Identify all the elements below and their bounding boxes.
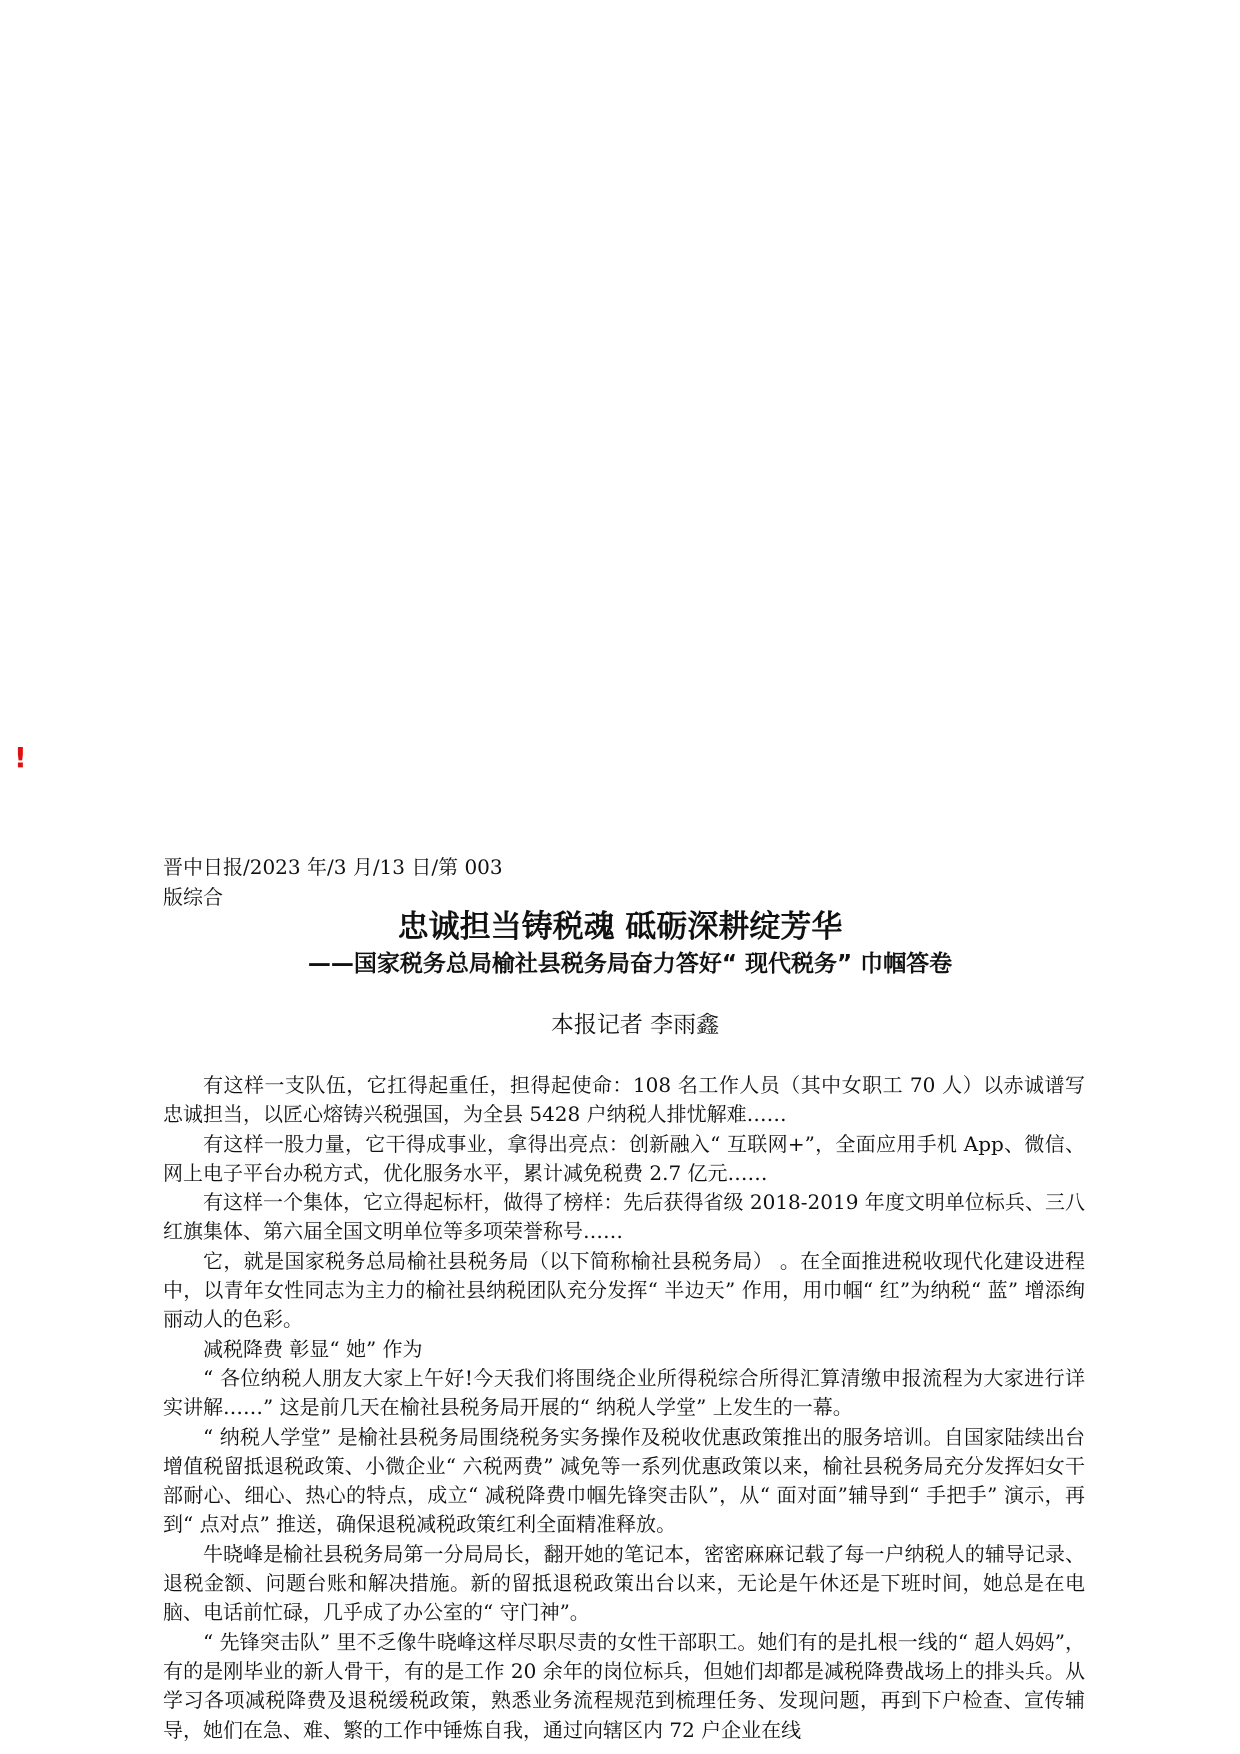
paragraph-1: 有这样一支队伍，它扛得起重任，担得起使命：108 名工作人员（其中女职工 70 人）以赤诚谱写忠诚担当，以匠心熔铸兴税强国，为全县 5428 户纳税人排忧解难……: [163, 1073, 1085, 1127]
publication-source-line: 晋中日报/2023 年/3 月/13 日/第 003 版综合: [163, 855, 503, 909]
headline-block: [0, 907, 1240, 980]
paragraph-7: 牛晓峰是榆社县税务局第一分局局长，翻开她的笔记本，密密麻麻记载了每一户纳税人的辅导记录、退税金额、问题台账和解决措施。新的留抵退税政策出台以来，无论是午休还是下班时间，她总是在电脑、电话前忙碌，几乎成了办公室的“ 守门神”。: [163, 1541, 1085, 1625]
paragraph-4: 它，就是国家税务总局榆社县税务局（以下简称榆社县税务局） 。在全面推进税收现代化建设进程中，以青年女性同志为主力的榆社县纳税团队充分发挥“ 半边天” 作用，用巾帼“ 红”为纳税“ 蓝” 增添绚丽动人的色彩。: [163, 1248, 1085, 1332]
paragraph-8: “ 先锋突击队” 里不乏像牛晓峰这样尽职尽责的女性干部职工。她们有的是扎根一线的“ 超人妈妈”，有的是刚毕业的新人骨干，有的是工作 20 余年的岗位标兵，但她们却都是减税降费战场上的排头兵。从学习各项减税降费及退税缓税政策，熟悉业务流程规范到梳理任务、发现问题，再到下户检查、宣传辅导，她们在急、难、繁的工作中锤炼自我，通过向辖区内 72 户企业在线: [163, 1629, 1085, 1742]
paragraph-6: “ 纳税人学堂” 是榆社县税务局围绕税务实务操作及税收优惠政策推出的服务培训。自国家陆续出台增值税留抵退税政策、小微企业“ 六税两费” 减免等一系列优惠政策以来，榆社县税务局充分发挥妇女干部耐心、细心、热心的特点，成立“ 减税降费巾帼先锋突击队”，从“ 面对面”辅导到“ 手把手” 演示，再到“ 点对点” 推送，确保退税减税政策红利全面精准释放。: [163, 1424, 1085, 1537]
article-body: [163, 1071, 1085, 1745]
section-heading: 减税降费 彰显“ 她” 作为: [203, 1336, 423, 1361]
red-exclamation-mark: !: [14, 741, 27, 774]
paragraph-5: “ 各位纳税人朋友大家上午好!今天我们将围绕企业所得税综合所得汇算清缴申报流程为大家进行详实讲解……” 这是前几天在榆社县税务局开展的“ 纳税人学堂” 上发生的一幕。: [163, 1365, 1085, 1420]
article-subtitle: ——国家税务总局榆社县税务局奋力答好“ 现代税务” 巾帼答卷: [307, 951, 953, 977]
paragraph-3: 有这样一个集体，它立得起标杆，做得了榜样：先后获得省级 2018-2019 年度文明单位标兵、三八红旗集体、第六届全国文明单位等多项荣誉称号……: [163, 1190, 1085, 1244]
article-title: 忠诚担当铸税魂 砥砺深耕绽芳华: [397, 909, 843, 945]
article-byline: 本报记者 李雨鑫: [550, 1012, 720, 1038]
paragraph-2: 有这样一股力量，它干得成事业，拿得出亮点：创新融入“ 互联网+”，全面应用手机 App、微信、网上电子平台办税方式，优化服务水平，累计减免税费 2.7 亿元……: [163, 1131, 1085, 1185]
